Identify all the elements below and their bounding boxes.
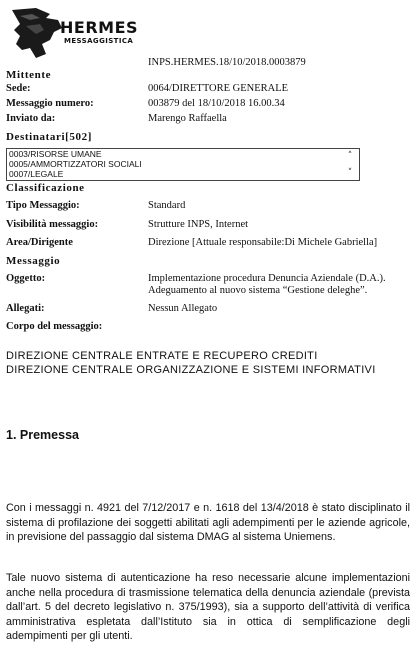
oggetto-value: Implementazione procedura Denuncia Aziendale (D.A.). Adeguamento al nuovo sistema “Gestione deleghe”. (148, 273, 386, 296)
protocol-number: INPS.HERMES.18/10/2018.0003879 (148, 57, 306, 68)
corpo-label: Corpo del messaggio: (6, 321, 103, 332)
chevron-down-icon[interactable]: ˅ (347, 168, 353, 178)
visibilita-label: Visibilità messaggio: (6, 219, 99, 230)
logo-subtitle: MESSAGGISTICA (64, 37, 134, 45)
inviato-value: Marengo Raffaella (148, 113, 227, 124)
allegati-label: Allegati: (6, 303, 45, 314)
allegati-value: Nessun Allegato (148, 303, 218, 314)
chevron-up-icon[interactable]: ˄ (347, 151, 353, 161)
area-label: Area/Dirigente (6, 237, 73, 248)
direzione-line-2: DIREZIONE CENTRALE ORGANIZZAZIONE E SISTEMI INFORMATIVI (6, 364, 376, 376)
numero-value: 003879 del 18/10/2018 16.00.34 (148, 98, 285, 109)
logo-name: HERMES (60, 18, 139, 37)
section-classificazione: Classificazione (6, 182, 85, 194)
section-messaggio: Messaggio (6, 255, 61, 267)
destinatari-listbox[interactable] (6, 148, 360, 181)
paragraph-1: Con i messaggi n. 4921 del 7/12/2017 e n. 1618 del 13/4/2018 è stato disciplinato il sistema di profilazione dei soggetti abilitati agli adempimenti per le aziende agricole, in previsione del passaggio dal sistema DMAG al sistema Uniemens. (6, 502, 410, 543)
numero-label: Messaggio numero: (6, 98, 94, 109)
list-item[interactable]: 0003/RISORSE UMANE (9, 149, 102, 159)
visibilita-value: Strutture INPS, Internet (148, 219, 249, 230)
paragraph-2: Tale nuovo sistema di autenticazione ha reso necessarie alcune implementazioni anche nella procedura di trasmissione telematica della denuncia aziendale (prevista dall’art. 5 del decreto legislativo n. 375/1993), sia a supporto dell’attività di verifica amministrativa espletata dall’Istituto sia in ottica di semplificazione degli adempimenti per gli utenti. (6, 572, 410, 642)
sede-value: 0064/DIRETTORE GENERALE (148, 83, 289, 94)
direzione-line-1: DIREZIONE CENTRALE ENTRATE E RECUPERO CREDITI (6, 350, 318, 362)
tipo-value: Standard (148, 200, 186, 211)
section-mittente: Mittente (6, 69, 52, 81)
section-destinatari: Destinatari[502] (6, 131, 92, 143)
tipo-label: Tipo Messaggio: (6, 200, 80, 211)
area-value: Direzione [Attuale responsabile:Di Michele Gabriella] (148, 237, 378, 248)
inviato-label: Inviato da: (6, 113, 56, 124)
hermes-logo (6, 4, 156, 60)
list-item[interactable]: 0007/LEGALE (9, 169, 64, 179)
oggetto-label: Oggetto: (6, 273, 46, 284)
list-item[interactable]: 0005/AMMORTIZZATORI SOCIALI (9, 159, 142, 169)
section-heading: 1. Premessa (6, 428, 79, 442)
sede-label: Sede: (6, 83, 31, 94)
